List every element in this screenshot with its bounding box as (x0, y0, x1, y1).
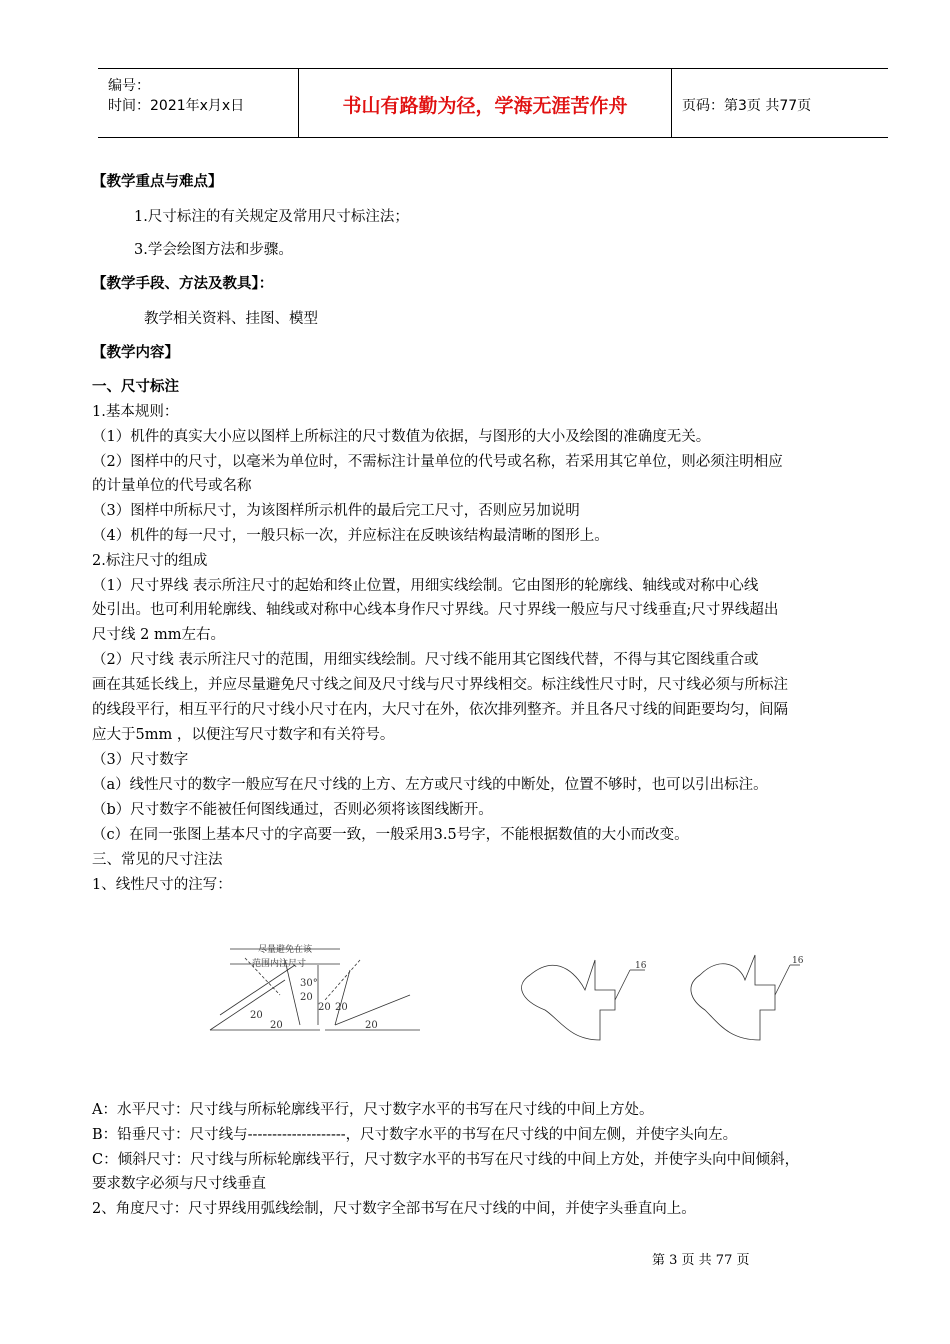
comp-3-b: （b）尺寸数字不能被任何图线通过，否则必须将该图线断开。 (92, 802, 493, 818)
rules-title: 1.基本规则： (92, 404, 179, 420)
dim-label-2: 20 (270, 1020, 283, 1031)
header-motto-cell (299, 69, 672, 137)
comp-2-line-1: （2）尺寸线 表示所注尺寸的范围，用细实线绘制。尺寸线不能用其它图线代替，不得与其它图线重合或 (92, 652, 759, 668)
composition-title: 2.标注尺寸的组成 (92, 553, 208, 569)
comp-3-a: （a）线性尺寸的数字一般应写在尺寸线的上方、左方或尺寸线的中断处，位置不够时，也可以引出标注。 (92, 777, 768, 793)
comp-3-title: （3）尺寸数字 (92, 752, 189, 768)
note-line-1: 尽量避免在该 (258, 945, 313, 955)
dim-label-6: 20 (365, 1020, 378, 1031)
number-label: 编号： (108, 78, 150, 94)
comp-1-line-2: 处引出。也可利用轮廓线、轴线或对称中心线本身作尺寸界线。尺寸界线一般应与尺寸线垂直;尺寸界线超出 (92, 602, 779, 618)
comp-2-line-3: 的线段平行，相互平行的尺寸线小尺寸在内，大尺寸在外，依次排列整齐。并且各尺寸线的间距要均匀，间隔 (92, 702, 788, 718)
rule-4: （4）机件的每一尺寸，一般只标一次，并应标注在反映该结构最清晰的图形上。 (92, 528, 609, 544)
heading-key-points: 【教学重点与难点】 (92, 174, 223, 190)
note-line-2: 范围内注尺寸 (252, 959, 307, 969)
linear-title: 1、线性尺寸的注写： (92, 877, 232, 893)
page-header (98, 68, 888, 138)
section-3-title: 三、常见的尺寸注法 (92, 852, 223, 868)
dim-16-label-right: 16 (792, 956, 804, 966)
rule-2-line-1: （2）图样中的尺寸，以毫米为单位时，不需标注计量单位的代号或名称，若采用其它单位，则必须注明相应 (92, 454, 783, 470)
rule-1: （1）机件的真实大小应以图样上所标注的尺寸数值为依据，与图形的大小及绘图的准确度无关。 (92, 429, 711, 445)
comp-1-line-3: 尺寸线 2 mm左右。 (92, 627, 225, 643)
dim-label-3: 20 (300, 992, 313, 1003)
dim-label-1: 20 (250, 1010, 263, 1021)
dim-16-label-left: 16 (635, 961, 647, 971)
page-info: 页码：第3页 共77页 (682, 98, 812, 114)
rule-3: （3）图样中所标尺寸，为该图样所示机件的最后完工尺寸，否则应另加说明 (92, 503, 580, 519)
header-page-cell (672, 69, 888, 137)
time-label: 时间：2021年x月x日 (108, 98, 245, 114)
item-C-line-2: 要求数字必须与尺寸线垂直 (92, 1176, 266, 1192)
comp-2-line-2: 画在其延长线上，并应尽量避免尺寸线之间及尺寸线与尺寸界线相交。标注线性尺寸时，尺寸线必须与所标注 (92, 677, 788, 693)
key-point-1: 1.尺寸标注的有关规定及常用尺寸标注法； (134, 209, 409, 225)
item-B: B：铅垂尺寸：尺寸线与--------------------，尺寸数字水平的书写在尺寸线的中间左侧，并使字头向左。 (92, 1127, 738, 1143)
item-A: A：水平尺寸：尺寸线与所标轮廓线平行，尺寸数字水平的书写在尺寸线的中间上方处。 (92, 1102, 654, 1118)
means-text: 教学相关资料、挂图、模型 (144, 311, 318, 327)
heading-content: 【教学内容】 (92, 345, 179, 361)
heading-means: 【教学手段、方法及教具】： (92, 276, 274, 292)
comp-1-line-1: （1）尺寸界线 表示所注尺寸的起始和终止位置，用细实线绘制。它由图形的轮廓线、轴线或对称中心线 (92, 578, 759, 594)
dim-label-4: 20 (318, 1002, 331, 1013)
angle-label: 30° (300, 978, 318, 989)
rule-2-line-2: 的计量单位的代号或名称 (92, 478, 252, 494)
section-1-title: 一、尺寸标注 (92, 379, 179, 395)
page-footer: 第 3 页 共 77 页 (652, 1253, 750, 1268)
comp-2-line-4: 应大于5mm ，以便注写尺寸数字和有关符号。 (92, 727, 395, 743)
item-C-line-1: C：倾斜尺寸：尺寸线与所标轮廓线平行，尺寸数字水平的书写在尺寸线的中间上方处，并使字头向中间倾斜， (92, 1152, 800, 1168)
dimension-figure (200, 940, 810, 1050)
dim-label-5: 20 (335, 1002, 348, 1013)
motto: 书山有路勤为径，学海无涯苦作舟 (342, 95, 628, 117)
angle-dim: 2、角度尺寸：尺寸界线用弧线绘制，尺寸数字全部书写在尺寸线的中间，并使字头垂直向上。 (92, 1201, 696, 1217)
key-point-3: 3.学会绘图方法和步骤。 (134, 242, 293, 258)
header-left-cell (98, 69, 299, 137)
comp-3-c: （c）在同一张图上基本尺寸的字高要一致，一般采用3.5号字，不能根据数值的大小而改变。 (92, 827, 689, 843)
